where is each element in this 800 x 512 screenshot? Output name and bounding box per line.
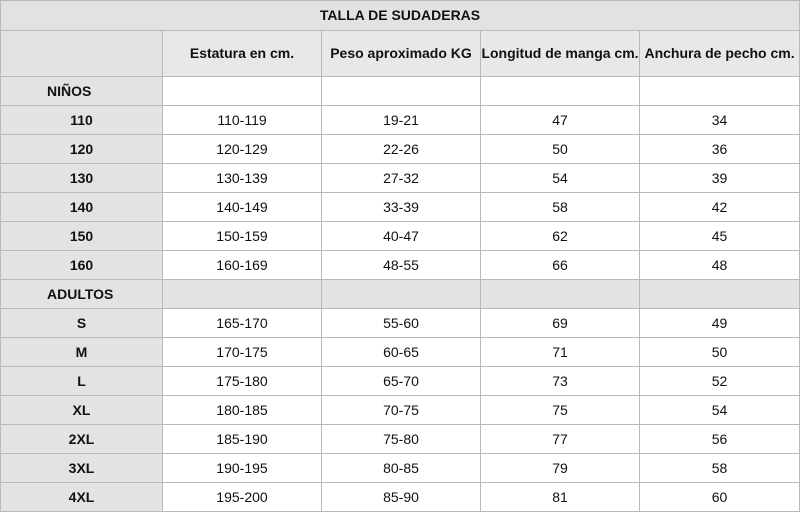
height-cell: 150-159 [163,222,322,251]
weight-cell: 48-55 [322,251,481,280]
sleeve-cell: 69 [481,309,640,338]
height-cell: 160-169 [163,251,322,280]
table-row [1,309,800,338]
chest-cell: 50 [640,338,800,367]
table-row [1,454,800,483]
chest-cell: 34 [640,106,800,135]
height-cell: 120-129 [163,135,322,164]
group-filler-cell [163,77,322,106]
sleeve-cell: 75 [481,396,640,425]
table-row [1,338,800,367]
table-row [1,106,800,135]
sleeve-cell: 50 [481,135,640,164]
size-label: 150 [1,222,163,251]
column-header-height: Estatura en cm. [163,31,322,77]
column-header-row [1,31,800,77]
chest-cell: 39 [640,164,800,193]
weight-cell: 40-47 [322,222,481,251]
size-label: 120 [1,135,163,164]
chest-cell: 45 [640,222,800,251]
weight-cell: 55-60 [322,309,481,338]
chest-cell: 42 [640,193,800,222]
weight-cell: 65-70 [322,367,481,396]
chest-cell: 58 [640,454,800,483]
group-filler-cell [322,77,481,106]
chest-cell: 56 [640,425,800,454]
table-row [1,193,800,222]
table-title: TALLA DE SUDADERAS [1,1,800,31]
sleeve-cell: 54 [481,164,640,193]
sleeve-cell: 81 [481,483,640,512]
height-cell: 140-149 [163,193,322,222]
group-filler-cell [322,280,481,309]
chest-cell: 49 [640,309,800,338]
sleeve-cell: 58 [481,193,640,222]
sleeve-cell: 79 [481,454,640,483]
column-header-weight: Peso aproximado KG [322,31,481,77]
sleeve-cell: 77 [481,425,640,454]
group-label-kids: NIÑOS [1,77,163,106]
size-label: S [1,309,163,338]
group-row-adults [1,280,800,309]
size-label: 3XL [1,454,163,483]
weight-cell: 80-85 [322,454,481,483]
height-cell: 195-200 [163,483,322,512]
group-filler-cell [481,280,640,309]
sleeve-cell: 47 [481,106,640,135]
sleeve-cell: 71 [481,338,640,367]
height-cell: 165-170 [163,309,322,338]
size-label: 4XL [1,483,163,512]
height-cell: 170-175 [163,338,322,367]
corner-header-cell [1,31,163,77]
group-label-adults: ADULTOS [1,280,163,309]
size-label: M [1,338,163,367]
sleeve-cell: 73 [481,367,640,396]
height-cell: 180-185 [163,396,322,425]
weight-cell: 19-21 [322,106,481,135]
table-row [1,135,800,164]
size-label: 130 [1,164,163,193]
chest-cell: 52 [640,367,800,396]
group-filler-cell [481,77,640,106]
size-label: 160 [1,251,163,280]
group-filler-cell [163,280,322,309]
weight-cell: 22-26 [322,135,481,164]
table-row [1,367,800,396]
height-cell: 110-119 [163,106,322,135]
table-row [1,483,800,512]
group-row-kids [1,77,800,106]
table-row [1,222,800,251]
size-label: 110 [1,106,163,135]
chest-cell: 60 [640,483,800,512]
column-header-sleeve: Longitud de manga cm. [481,31,640,77]
table-row [1,396,800,425]
weight-cell: 70-75 [322,396,481,425]
weight-cell: 33-39 [322,193,481,222]
height-cell: 130-139 [163,164,322,193]
size-label: 140 [1,193,163,222]
weight-cell: 27-32 [322,164,481,193]
table-row [1,164,800,193]
column-header-chest: Anchura de pecho cm. [640,31,800,77]
weight-cell: 60-65 [322,338,481,367]
weight-cell: 85-90 [322,483,481,512]
weight-cell: 75-80 [322,425,481,454]
sleeve-cell: 66 [481,251,640,280]
size-label: XL [1,396,163,425]
size-label: 2XL [1,425,163,454]
title-row [1,1,800,31]
group-filler-cell [640,280,800,309]
group-filler-cell [640,77,800,106]
sleeve-cell: 62 [481,222,640,251]
height-cell: 190-195 [163,454,322,483]
size-label: L [1,367,163,396]
chest-cell: 36 [640,135,800,164]
table-row [1,425,800,454]
chest-cell: 48 [640,251,800,280]
chest-cell: 54 [640,396,800,425]
table-row [1,251,800,280]
height-cell: 185-190 [163,425,322,454]
height-cell: 175-180 [163,367,322,396]
